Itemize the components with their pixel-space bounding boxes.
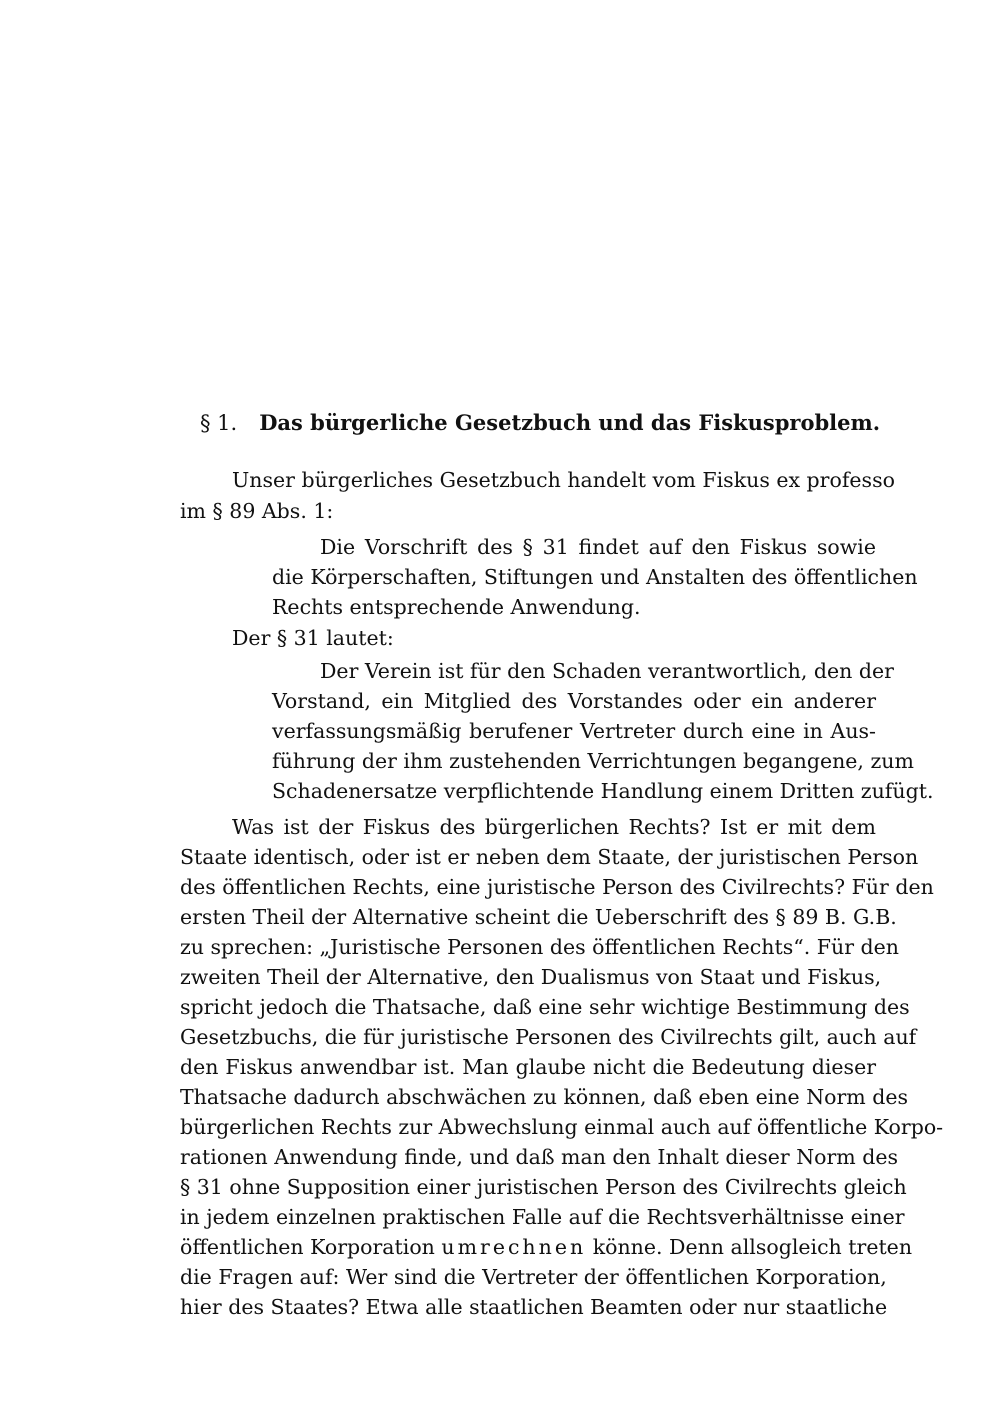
quote1-line-3: Rechts entsprechende Anwendung. [272, 595, 641, 619]
quote1-line-2: die Körperschaften, Stiftungen und Anstalten des öffentlichen [272, 565, 918, 589]
body-line-5: zu sprechen: „Juristische Personen des öffentlichen Rechts“. Für den [180, 935, 899, 959]
body-line-13: § 31 ohne Supposition einer juristischen Person des Civilrechts gleich [180, 1175, 907, 1199]
body-line-15-start: öffentlichen Korporation [180, 1235, 442, 1259]
body-line-6: zweiten Theil der Alternative, den Dualismus von Staat und Fiskus, [180, 965, 882, 989]
body-line-12: rationen Anwendung finde, und daß man den Inhalt dieser Norm des [180, 1145, 899, 1169]
quote2-line-5: Schadenersatze verpflichtende Handlung einem Dritten zufügt. [272, 779, 934, 803]
body-line-11: bürgerlichen Rechts zur Abwechslung einmal auch auf öffentliche Korpo- [180, 1115, 944, 1139]
body-line-15-end: könne. Denn allsogleich treten [586, 1235, 913, 1259]
section-heading [200, 408, 880, 438]
quote2-line-4: führung der ihm zustehenden Verrichtungen begangene, zum [272, 749, 914, 773]
body-line-10: Thatsache dadurch abschwächen zu können, daß eben eine Norm des [180, 1085, 909, 1109]
body-line-14: in jedem einzelnen praktischen Falle auf die Rechtsverhältnisse einer [180, 1205, 905, 1229]
body-line-1: Was ist der Fiskus des bürgerlichen Rechts? Ist er mit dem [232, 815, 876, 839]
body-line-8: Gesetzbuchs, die für juristische Personen des Civilrechts gilt, auch auf [180, 1025, 917, 1049]
quote2-line-2: Vorstand, ein Mitglied des Vorstandes oder ein anderer [272, 689, 876, 713]
section-title: Das bürgerliche Gesetzbuch und das Fiskusproblem. [259, 410, 881, 435]
intro-line-1: Unser bürgerliches Gesetzbuch handelt vom Fiskus ex professo [232, 468, 895, 492]
body-line-9: den Fiskus anwendbar ist. Man glaube nicht die Bedeutung dieser [180, 1055, 876, 1079]
quote1-line-1: Die Vorschrift des § 31 findet auf den Fiskus sowie [320, 535, 876, 559]
body-line-3: des öffentlichen Rechts, eine juristische Person des Civilrechts? Für den [180, 875, 934, 899]
body-line-16: die Fragen auf: Wer sind die Vertreter der öffentlichen Korporation, [180, 1265, 887, 1289]
section-number: § 1. [200, 411, 238, 435]
emphasized-word: umrechnen [441, 1235, 587, 1259]
intro-line-2: im § 89 Abs. 1: [180, 499, 334, 523]
body-line-4: ersten Theil der Alternative scheint die Ueberschrift des § 89 B. G.B. [180, 905, 897, 929]
body-line-15 [180, 1232, 913, 1262]
lead-line: Der § 31 lautet: [232, 626, 394, 650]
body-line-2: Staate identisch, oder ist er neben dem Staate, der juristischen Person [180, 845, 919, 869]
quote2-line-3: verfassungsmäßig berufener Vertreter durch eine in Aus- [272, 719, 876, 743]
quote2-line-1: Der Verein ist für den Schaden verantwortlich, den der [320, 659, 894, 683]
body-line-7: spricht jedoch die Thatsache, daß eine sehr wichtige Bestimmung des [180, 995, 910, 1019]
body-line-17: hier des Staates? Etwa alle staatlichen Beamten oder nur staatliche [180, 1295, 888, 1319]
